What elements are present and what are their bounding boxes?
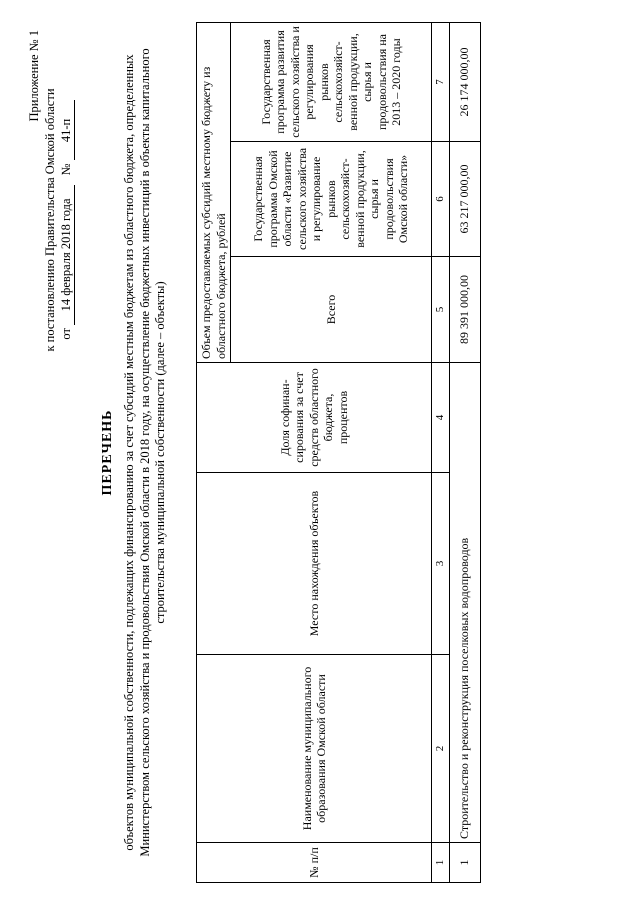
from-label: от [59,328,73,340]
row-section-title: Строительство и реконструкция поселковых водопроводов [449,363,480,843]
document-description: объектов муниципальной собственности, подлежащих финансированию за счет субсидий местным бюджетам из областного бюджета, определенных Министерством сельского хозяйства и продовольствия Омской области в 2018 году, на осуществление бюджетных инвестиций в объекты капитального строительства муниципальной собственности (далее – объекты) [122,48,167,857]
document-title: ПЕРЕЧЕНЬ [100,409,115,496]
header-total: Всего [231,257,432,363]
column-number: 6 [432,142,450,257]
header-program-omsk: Государственная программа Омской области «Развитие сельского хозяйства и регулирование рынков сельскохозяйст-венной продукции, сырья и продовольствия Омской области» [231,142,432,257]
header-no: № п/п [197,843,432,883]
table-row [449,22,480,882]
header-subsidy-volume: Объем предоставляемых субсидий местному бюджету из областного бюджета, рублей [197,22,231,362]
decree-number: 41-п [58,100,75,160]
header-location: Место нахождения объектов [197,473,432,655]
objects-table [196,22,481,883]
date-line [58,30,75,410]
decree-date: 14 февраля 2018 года [58,185,75,325]
column-number: 4 [432,363,450,473]
column-number: 5 [432,257,450,363]
number-label: № [59,163,73,176]
appendix-label: Приложение № 1 [27,30,41,122]
row-program-omsk: 63 217 000,00 [449,142,480,257]
column-number: 1 [432,843,450,883]
decree-line: к постановлению Правительства Омской области [43,88,57,352]
appendix-header [26,30,75,410]
column-number: 2 [432,655,450,843]
header-municipality: Наименование муниципального образования Омской области [197,655,432,843]
row-program-federal: 26 174 000,00 [449,22,480,141]
header-program-federal: Государственная программа развития сельского хозяйства и регулирования рынков сельскохозяйст-венной продукции, сырья и продовольствия на 2013 – 2020 годы [231,22,432,141]
column-number: 3 [432,473,450,655]
column-numbers-row [432,22,450,882]
row-number: 1 [449,843,480,883]
header-share: Доля софинан-сирования за счет средств областного бюджета, процентов [197,363,432,473]
row-total: 89 391 000,00 [449,257,480,363]
column-number: 7 [432,22,450,141]
